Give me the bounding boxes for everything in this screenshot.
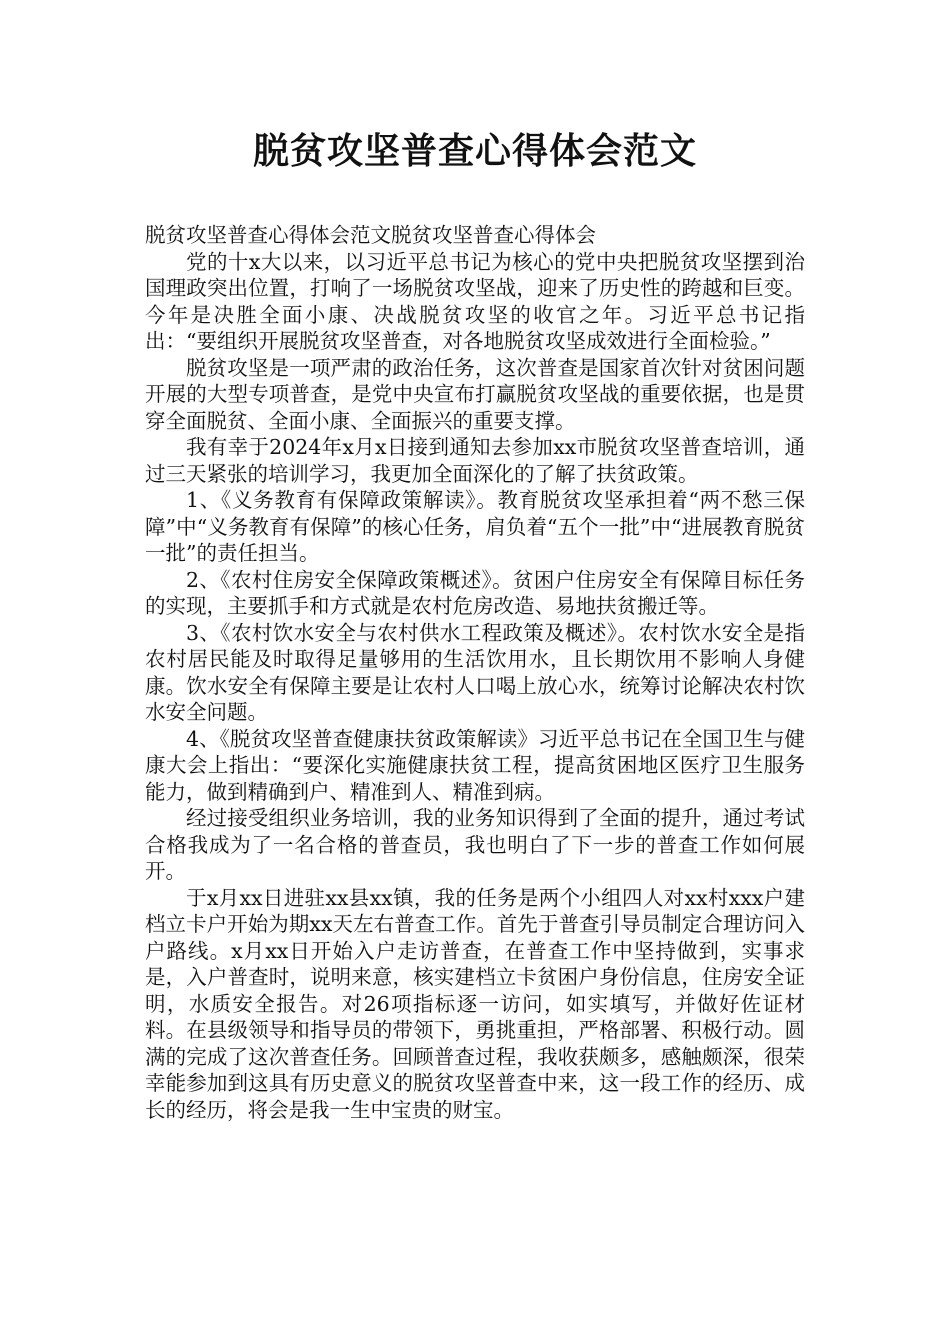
- paragraph-4: 1、《义务教育有保障政策解读》。教育脱贫攻坚承担着“两不愁三保障”中“义务教育有保障”的核心任务，肩负着“五个一批”中“进展教育脱贫一批”的责任担当。: [145, 488, 805, 565]
- paragraph-3: 我有幸于2024年x月x日接到通知去参加xx市脱贫攻坚普查培训，通过三天紧张的培训学习，我更加全面深化的了解了扶贫政策。: [145, 435, 805, 486]
- paragraph-9: 于x月xx日进驻xx县xx镇，我的任务是两个小组四人对xx村xxx户建档立卡户开始为期xx天左右普查工作。首先于普查引导员制定合理访问入户路线。x月xx日开始入户走访普查，在普查工作中坚持做到，实事求是，入户普查时，说明来意，核实建档立卡贫困户身份信息，住房安全证明，水质安全报告。对26项指标逐一访问，如实填写，并做好佐证材料。在县级领导和指导员的带领下，勇挑重担，严格部署、积极行动。圆满的完成了这次普查任务。回顾普查过程，我收获颇多，感触颇深，很荣幸能参加到这具有历史意义的脱贫攻坚普查中来，这一段工作的经历、成长的经历，将会是我一生中宝贵的财宝。: [145, 885, 805, 1122]
- paragraph-7: 4、《脱贫攻坚普查健康扶贫政策解读》习近平总书记在全国卫生与健康大会上指出：“要深化实施健康扶贫工程，提高贫困地区医疗卫生服务能力，做到精确到户、精准到人、精准到病。: [145, 726, 805, 804]
- paragraph-6: 3、《农村饮水安全与农村供水工程政策及概述》。农村饮水安全是指农村居民能及时取得足量够用的生活饮用水，且长期饮用不影响人身健康。饮水安全有保障主要是让农村人口喝上放心水，统筹讨论解决农村饮水安全问题。: [145, 620, 805, 724]
- paragraph-1: 党的十x大以来，以习近平总书记为核心的党中央把脱贫攻坚摆到治国理政突出位置，打响了一场脱贫攻坚战，迎来了历史性的跨越和巨变。今年是决胜全面小康、决战脱贫攻坚的收官之年。习近平总书记指出：“要组织开展脱贫攻坚普查，对各地脱贫攻坚成效进行全面检验。”: [145, 249, 805, 353]
- paragraph-8: 经过接受组织业务培训，我的业务知识得到了全面的提升，通过考试合格我成为了一名合格的普查员，我也明白了下一步的普查工作如何展开。: [145, 806, 805, 883]
- paragraph-5: 2、《农村住房安全保障政策概述》。贫困户住房安全有保障目标任务的实现，主要抓手和方式就是农村危房改造、易地扶贫搬迁等。: [145, 567, 805, 618]
- document-title: 脱贫攻坚普查心得体会范文: [252, 131, 697, 172]
- document-body: [145, 222, 805, 1123]
- document-subtitle: 脱贫攻坚普查心得体会范文脱贫攻坚普查心得体会: [145, 223, 596, 247]
- paragraph-2: 脱贫攻坚是一项严肃的政治任务，这次普查是国家首次针对贫困问题开展的大型专项普查，是党中央宣布打赢脱贫攻坚战的重要依据，也是贯穿全面脱贫、全面小康、全面振兴的重要支撑。: [145, 355, 805, 433]
